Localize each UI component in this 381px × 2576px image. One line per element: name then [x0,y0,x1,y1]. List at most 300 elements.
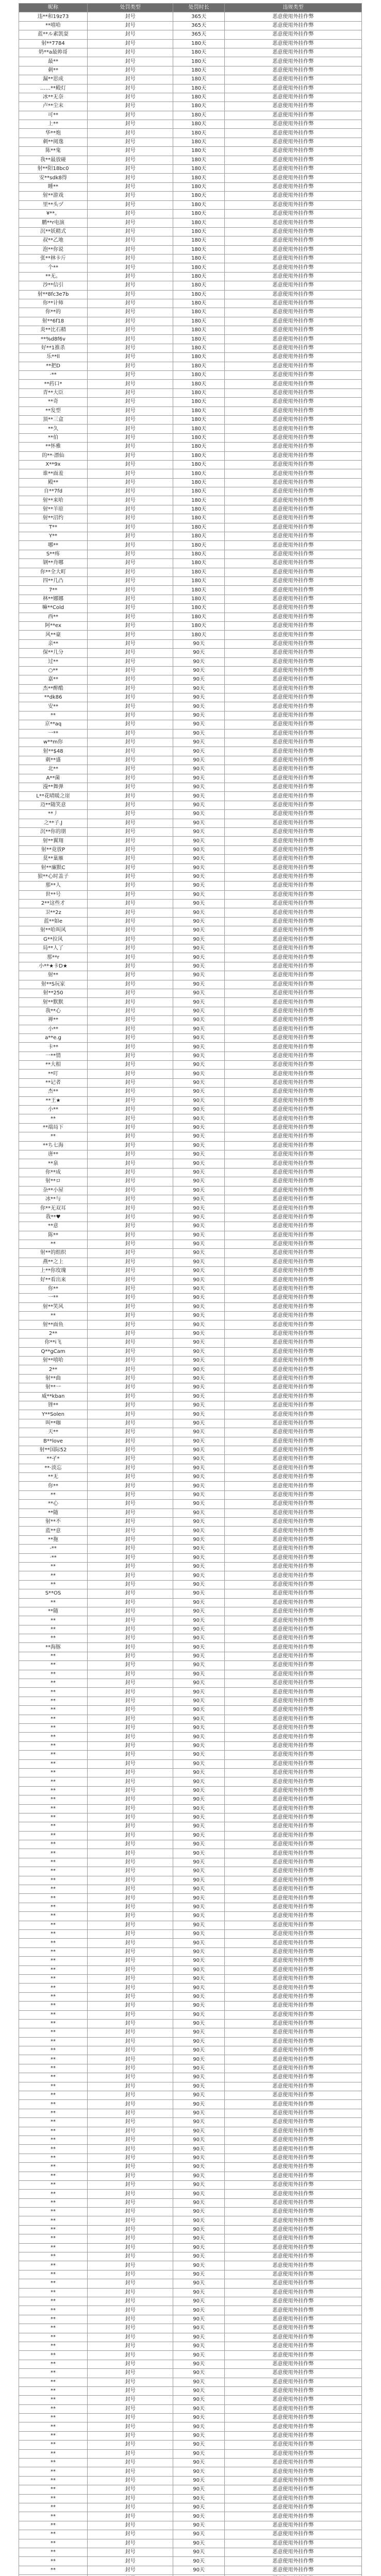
cell-penalty-type: 封号 [88,12,173,21]
cell-penalty-duration: 90天 [173,2163,225,2172]
cell-nickname: ** [19,2396,88,2404]
table-row [19,1240,362,1248]
cell-penalty-type: 封号 [88,147,173,156]
cell-nickname: 刺**阅逸 [19,138,88,146]
cell-violation-type: 恶意使用外挂作弊 [225,218,362,227]
table-row [19,568,362,577]
table-row [19,827,362,836]
cell-penalty-type: 封号 [88,1929,173,1938]
cell-penalty-type: 封号 [88,1437,173,1446]
cell-nickname: ** [19,2100,88,2109]
cell-violation-type: 恶意使用外挂作弊 [225,93,362,101]
table-row [19,1204,362,1213]
cell-penalty-type: 封号 [88,1885,173,1894]
table-row [19,2342,362,2350]
cell-violation-type: 恶意使用外挂作弊 [225,2324,362,2333]
table-row [19,138,362,146]
cell-violation-type: 恶意使用外挂作弊 [225,1535,362,1544]
cell-penalty-type: 封号 [88,2243,173,2252]
cell-penalty-duration: 90天 [173,747,225,756]
table-row [19,1831,362,1840]
table-row [19,272,362,281]
cell-penalty-duration: 90天 [173,2091,225,2100]
table-row [19,2279,362,2288]
cell-violation-type: 恶意使用外挂作弊 [225,335,362,344]
cell-penalty-duration: 90天 [173,2512,225,2521]
table-row [19,1016,362,1025]
cell-penalty-duration: 90天 [173,1518,225,1527]
cell-nickname: ** [19,2163,88,2172]
cell-violation-type: 恶意使用外挂作弊 [225,2252,362,2261]
table-row [19,2414,362,2422]
cell-penalty-duration: 90天 [173,2351,225,2360]
cell-penalty-type: 封号 [88,1643,173,1652]
cell-penalty-type: 封号 [88,675,173,684]
cell-nickname: 保**几分 [19,649,88,657]
cell-violation-type: 恶意使用外挂作弊 [225,917,362,926]
table-row [19,1383,362,1392]
cell-penalty-duration: 90天 [173,1204,225,1213]
cell-violation-type: 恶意使用外挂作弊 [225,1545,362,1553]
cell-violation-type: 恶意使用外挂作弊 [225,129,362,138]
cell-violation-type: 恶意使用外挂作弊 [225,227,362,236]
table-row [19,711,362,720]
cell-nickname: 你**i飞 [19,1338,88,1347]
cell-penalty-type: 封号 [88,1222,173,1231]
cell-nickname: ** [19,1992,88,2001]
cell-penalty-type: 封号 [88,882,173,890]
cell-violation-type: 恶意使用外挂作弊 [225,371,362,380]
cell-penalty-type: 封号 [88,1374,173,1383]
cell-violation-type: 恶意使用外挂作弊 [225,631,362,639]
cell-violation-type: 恶意使用外挂作弊 [225,2019,362,2028]
table-row [19,720,362,729]
cell-penalty-duration: 90天 [173,819,225,827]
cell-violation-type: 恶意使用外挂作弊 [225,75,362,84]
cell-penalty-duration: 90天 [173,2109,225,2117]
cell-penalty-type: 封号 [88,980,173,989]
cell-violation-type: 恶意使用外挂作弊 [225,1903,362,1911]
cell-penalty-duration: 180天 [173,84,225,93]
cell-penalty-duration: 90天 [173,2288,225,2297]
cell-penalty-duration: 90天 [173,1347,225,1356]
cell-violation-type: 恶意使用外挂作弊 [225,2154,362,2162]
cell-penalty-type: 封号 [88,335,173,344]
cell-nickname: ** [19,1634,88,1643]
cell-nickname: L**花晴暖之崖 [19,792,88,801]
cell-violation-type: 恶意使用外挂作弊 [225,1984,362,1992]
cell-penalty-duration: 90天 [173,1580,225,1589]
cell-violation-type: 恶意使用外挂作弊 [225,1589,362,1598]
cell-penalty-type: 封号 [88,1535,173,1544]
cell-violation-type: 恶意使用外挂作弊 [225,1320,362,1329]
cell-penalty-type: 封号 [88,1052,173,1060]
cell-nickname: 世**号 [19,890,88,899]
cell-violation-type: 恶意使用外挂作弊 [225,48,362,57]
cell-penalty-type: 封号 [88,2279,173,2288]
cell-nickname: ** [19,2198,88,2207]
cell-penalty-type: 封号 [88,1088,173,1096]
cell-nickname: ** [19,1670,88,1679]
cell-nickname: ** [19,1939,88,1947]
cell-nickname: 你**全大町 [19,568,88,577]
cell-violation-type: 恶意使用外挂作弊 [225,550,362,558]
cell-violation-type: 恶意使用外挂作弊 [225,263,362,272]
cell-nickname: 一** [19,729,88,738]
cell-nickname: **随 [19,1509,88,1517]
cell-penalty-type: 封号 [88,30,173,39]
cell-nickname: ** [19,1929,88,1938]
cell-penalty-type: 封号 [88,2485,173,2494]
cell-penalty-duration: 90天 [173,1822,225,1831]
cell-penalty-duration: 90天 [173,855,225,863]
cell-violation-type: 恶意使用外挂作弊 [225,1302,362,1311]
cell-penalty-duration: 90天 [173,1679,225,1688]
cell-penalty-type: 封号 [88,1213,173,1222]
cell-penalty-type: 封号 [88,1078,173,1087]
cell-penalty-type: 封号 [88,1598,173,1607]
cell-violation-type: 恶意使用外挂作弊 [225,460,362,469]
table-row [19,621,362,630]
table-row [19,415,362,424]
cell-penalty-type: 封号 [88,1329,173,1338]
cell-nickname: 嘉** [19,675,88,684]
cell-penalty-duration: 180天 [173,621,225,630]
cell-penalty-duration: 90天 [173,810,225,819]
table-row [19,1428,362,1437]
cell-violation-type: 恶意使用外挂作弊 [225,1033,362,1042]
cell-violation-type: 恶意使用外挂作弊 [225,666,362,675]
cell-penalty-duration: 90天 [173,1392,225,1401]
table-row [19,317,362,326]
cell-violation-type: 恶意使用外挂作弊 [225,926,362,935]
cell-violation-type: 恶意使用外挂作弊 [225,245,362,254]
cell-violation-type: 恶意使用外挂作弊 [225,1267,362,1276]
cell-penalty-duration: 90天 [173,2028,225,2037]
table-row [19,1446,362,1454]
cell-nickname: ** [19,2261,88,2270]
cell-penalty-type: 封号 [88,344,173,352]
cell-violation-type: 恶意使用外挂作弊 [225,2010,362,2019]
cell-nickname: **%d8f6v [19,335,88,344]
cell-violation-type: 恶意使用外挂作弊 [225,1365,362,1374]
table-row [19,478,362,487]
cell-penalty-duration: 90天 [173,1240,225,1248]
cell-nickname: 沉**妖精式 [19,227,88,236]
cell-penalty-type: 封号 [88,568,173,577]
cell-nickname: 射**不 [19,1518,88,1527]
table-row [19,2037,362,2046]
cell-nickname: 陈**鬼 [19,147,88,156]
cell-nickname: ** [19,2019,88,2028]
table-row [19,1562,362,1571]
cell-nickname: B**love [19,1437,88,1446]
cell-penalty-type: 封号 [88,2091,173,2100]
table-row [19,2136,362,2144]
cell-penalty-duration: 90天 [173,2073,225,2082]
cell-penalty-type: 封号 [88,2216,173,2225]
table-row [19,1903,362,1911]
cell-nickname: ** [19,1733,88,1741]
cell-nickname: 那**r [19,953,88,962]
cell-nickname: **怀雅 [19,443,88,451]
cell-violation-type: 恶意使用外挂作弊 [225,1661,362,1670]
cell-nickname: ** [19,2046,88,2055]
cell-penalty-duration: 90天 [173,2145,225,2154]
cell-penalty-duration: 90天 [173,1733,225,1741]
cell-violation-type: 恶意使用外挂作弊 [225,2342,362,2350]
cell-penalty-duration: 180天 [173,478,225,487]
cell-penalty-duration: 90天 [173,774,225,783]
cell-violation-type: 恶意使用外挂作弊 [225,1392,362,1401]
cell-nickname: 射** [19,971,88,980]
cell-penalty-type: 封号 [88,1455,173,1464]
table-row [19,2082,362,2091]
cell-violation-type: 恶意使用外挂作弊 [225,1419,362,1428]
table-row [19,2046,362,2055]
table-row [19,2118,362,2127]
cell-penalty-type: 封号 [88,2422,173,2431]
cell-nickname: 7** [19,586,88,595]
cell-penalty-duration: 180天 [173,523,225,532]
cell-penalty-type: 封号 [88,657,173,666]
cell-violation-type: 恶意使用外挂作弊 [225,747,362,756]
table-row [19,2369,362,2378]
table-row [19,657,362,666]
cell-nickname: 安** [19,702,88,711]
cell-nickname: 迈**随笑意 [19,801,88,809]
table-row [19,263,362,272]
cell-penalty-type: 封号 [88,2225,173,2234]
table-row [19,2467,362,2476]
table-row [19,1652,362,1660]
table-row [19,39,362,48]
cell-penalty-type: 封号 [88,586,173,595]
cell-penalty-type: 封号 [88,2476,173,2485]
cell-violation-type: 恶意使用外挂作弊 [225,2548,362,2556]
cell-penalty-type: 封号 [88,2342,173,2350]
cell-violation-type: 恶意使用外挂作弊 [225,12,362,21]
cell-nickname: ** [19,2216,88,2225]
cell-penalty-type: 封号 [88,1106,173,1114]
cell-violation-type: 恶意使用外挂作弊 [225,1813,362,1822]
cell-penalty-type: 封号 [88,2019,173,2028]
table-row [19,1984,362,1992]
cell-violation-type: 恶意使用外挂作弊 [225,2109,362,2117]
table-row [19,595,362,603]
cell-nickname: ** [19,2485,88,2494]
cell-penalty-duration: 90天 [173,1455,225,1464]
cell-nickname: **无 [19,1473,88,1482]
cell-penalty-type: 封号 [88,1768,173,1777]
table-row [19,613,362,621]
cell-nickname: 卢**尘末 [19,102,88,111]
cell-nickname: 射**羊原 [19,505,88,514]
cell-violation-type: 恶意使用外挂作弊 [225,1374,362,1383]
cell-violation-type: 恶意使用外挂作弊 [225,1876,362,1885]
table-row [19,2441,362,2449]
cell-penalty-type: 封号 [88,2378,173,2386]
cell-violation-type: 恶意使用外挂作弊 [225,693,362,702]
cell-penalty-duration: 90天 [173,2459,225,2467]
cell-nickname: ** [19,2459,88,2467]
cell-penalty-type: 封号 [88,1813,173,1822]
cell-penalty-type: 封号 [88,1751,173,1759]
cell-violation-type: 恶意使用外挂作弊 [225,1455,362,1464]
cell-nickname: 冰**无奈 [19,93,88,101]
cell-nickname: 射**默默 [19,998,88,1007]
cell-penalty-type: 封号 [88,66,173,75]
cell-nickname: 风**豪 [19,631,88,639]
table-row [19,1159,362,1168]
cell-violation-type: 恶意使用外挂作弊 [225,810,362,819]
cell-nickname: 射**来哈 [19,496,88,505]
table-row [19,299,362,308]
cell-penalty-duration: 180天 [173,66,225,75]
table-row [19,1231,362,1240]
cell-violation-type: 恶意使用外挂作弊 [225,2091,362,2100]
cell-nickname: 漫**舞弹 [19,783,88,791]
cell-nickname: ** [19,2449,88,2458]
table-row [19,2091,362,2100]
cell-penalty-type: 封号 [88,93,173,101]
cell-violation-type: 恶意使用外挂作弊 [225,568,362,577]
table-row [19,863,362,872]
cell-penalty-duration: 90天 [173,1294,225,1302]
cell-violation-type: 恶意使用外挂作弊 [225,2270,362,2279]
cell-violation-type: 恶意使用外挂作弊 [225,1159,362,1168]
cell-violation-type: 恶意使用外挂作弊 [225,801,362,809]
cell-penalty-duration: 90天 [173,1114,225,1123]
table-row [19,2297,362,2306]
cell-violation-type: 恶意使用外挂作弊 [225,174,362,182]
cell-penalty-type: 封号 [88,523,173,532]
cell-penalty-type: 封号 [88,2512,173,2521]
cell-penalty-type: 封号 [88,353,173,362]
table-row [19,380,362,388]
cell-penalty-duration: 90天 [173,1974,225,1983]
table-row [19,550,362,558]
cell-penalty-duration: 90天 [173,2306,225,2315]
cell-penalty-duration: 90天 [173,2386,225,2395]
cell-violation-type: 恶意使用外挂作弊 [225,792,362,801]
cell-penalty-duration: 90天 [173,2441,225,2449]
cell-nickname: ** [19,2369,88,2378]
cell-violation-type: 恶意使用外挂作弊 [225,837,362,845]
cell-nickname: 射**阳18bc0 [19,165,88,174]
cell-penalty-type: 封号 [88,505,173,514]
table-row [19,1741,362,1750]
cell-penalty-type: 封号 [88,2002,173,2010]
table-row [19,1401,362,1410]
cell-penalty-duration: 90天 [173,2360,225,2368]
cell-penalty-type: 封号 [88,156,173,164]
cell-penalty-duration: 90天 [173,2180,225,2189]
cell-nickname: ** [19,2378,88,2386]
cell-penalty-type: 封号 [88,1033,173,1042]
cell-violation-type: 恶意使用外挂作弊 [225,1768,362,1777]
table-row [19,1276,362,1284]
cell-penalty-type: 封号 [88,2324,173,2333]
cell-penalty-type: 封号 [88,1123,173,1132]
cell-violation-type: 恶意使用外挂作弊 [225,998,362,1007]
table-row [19,1643,362,1652]
cell-violation-type: 恶意使用外挂作弊 [225,989,362,997]
cell-nickname: **心 [19,1500,88,1509]
cell-penalty-type: 封号 [88,1724,173,1733]
cell-nickname: 个** [19,263,88,272]
cell-penalty-type: 封号 [88,1715,173,1723]
table-row [19,218,362,227]
cell-nickname: ¥**。 [19,209,88,218]
cell-penalty-type: 封号 [88,1419,173,1428]
cell-violation-type: 恶意使用外挂作弊 [225,272,362,281]
cell-penalty-duration: 90天 [173,1213,225,1222]
cell-penalty-type: 封号 [88,541,173,550]
cell-penalty-type: 封号 [88,1652,173,1660]
cell-nickname: ** [19,1804,88,1813]
cell-penalty-duration: 90天 [173,765,225,774]
cell-penalty-duration: 90天 [173,2010,225,2019]
cell-violation-type: 恶意使用外挂作弊 [225,192,362,200]
cell-nickname: **dk86 [19,693,88,702]
cell-nickname: ** [19,2297,88,2306]
table-row [19,433,362,442]
table-row [19,2163,362,2172]
table-row [19,1607,362,1616]
cell-penalty-type: 封号 [88,398,173,406]
cell-penalty-type: 封号 [88,2431,173,2440]
cell-penalty-type: 封号 [88,1446,173,1454]
cell-violation-type: 恶意使用外挂作弊 [225,532,362,541]
cell-penalty-duration: 180天 [173,317,225,326]
cell-penalty-type: 封号 [88,1159,173,1168]
table-row [19,1509,362,1517]
cell-penalty-duration: 90天 [173,2118,225,2127]
cell-violation-type: 恶意使用外挂作弊 [225,1553,362,1562]
table-row [19,1132,362,1141]
cell-penalty-duration: 180天 [173,326,225,335]
cell-violation-type: 恶意使用外挂作弊 [225,1607,362,1616]
cell-penalty-type: 封号 [88,550,173,558]
cell-nickname: 我**♥ [19,1213,88,1222]
cell-penalty-type: 封号 [88,1562,173,1571]
cell-nickname: **王★ [19,1096,88,1105]
cell-nickname: 你**成 [19,1168,88,1177]
cell-penalty-type: 封号 [88,290,173,299]
cell-penalty-duration: 90天 [173,1419,225,1428]
cell-penalty-duration: 180天 [173,415,225,424]
cell-violation-type: 恶意使用外挂作弊 [225,1482,362,1490]
table-row [19,2180,362,2189]
cell-nickname: 射**沼约 [19,514,88,523]
cell-violation-type: 恶意使用外挂作弊 [225,1706,362,1715]
cell-nickname: ** [19,1876,88,1885]
table-row [19,2198,362,2207]
cell-nickname: ** [19,1867,88,1876]
cell-violation-type: 恶意使用外挂作弊 [225,433,362,442]
cell-penalty-type: 封号 [88,837,173,845]
cell-violation-type: 恶意使用外挂作弊 [225,147,362,156]
cell-penalty-type: 封号 [88,2046,173,2055]
table-row [19,1186,362,1195]
cell-violation-type: 恶意使用外挂作弊 [225,1786,362,1795]
cell-penalty-type: 封号 [88,1912,173,1921]
cell-violation-type: 恶意使用外挂作弊 [225,586,362,595]
table-row [19,2154,362,2162]
table-row [19,1213,362,1222]
cell-penalty-type: 封号 [88,39,173,48]
